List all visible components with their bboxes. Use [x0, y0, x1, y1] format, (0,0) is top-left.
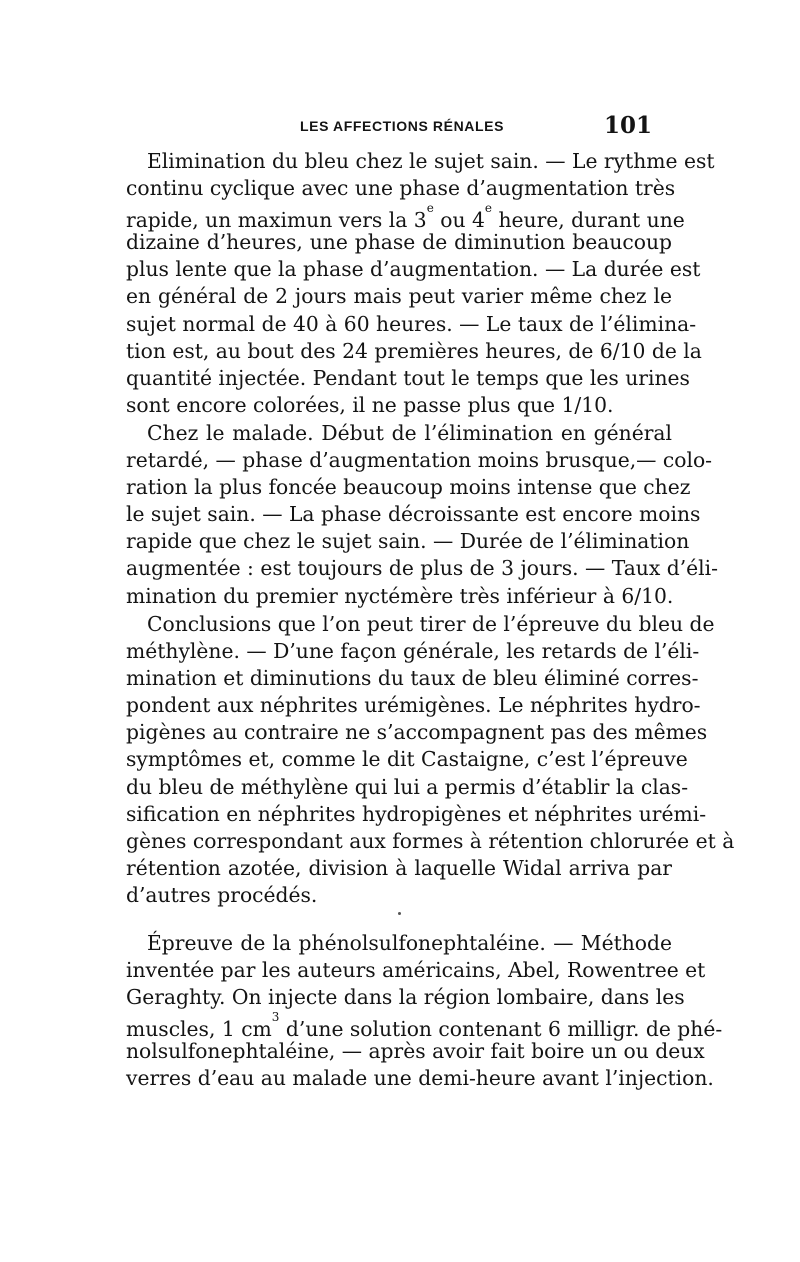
text-line: d’autres procédés.: [126, 882, 318, 907]
text-line: en général de 2 jours mais peut varier même chez le: [126, 284, 672, 309]
text-line: Elimination du bleu chez le sujet sain. — Le rythme est: [147, 149, 715, 173]
text-line: le sujet sain. — La phase décroissante est encore moins: [126, 502, 701, 527]
text-line: gènes correspondant aux formes à rétention chlorurée et à: [126, 828, 735, 853]
text-line: retardé, — phase d’augmentation moins brusque,— colo-: [126, 448, 713, 473]
text-line: mination et diminutions du taux de bleu éliminé corres-: [126, 666, 699, 691]
cubic-superscript: 3: [271, 1010, 280, 1025]
text-line: symptômes et, comme le dit Castaigne, c’est l’épreuve: [126, 747, 688, 772]
text-line: muscles, 1 $cm^3$ d’une solution contenant 6 milligr. de phé-: [126, 1010, 723, 1042]
text-line: du bleu de méthylène qui lui a permis d’établir la clas-: [126, 774, 689, 799]
text-line: méthylène. — D’une façon générale, les retards de l’éli-: [126, 639, 700, 664]
text-line: augmentée : est toujours de plus de 3 jours. — Taux d’éli-: [126, 556, 718, 581]
text-line: rapide, un maximun vers la 3e ou 4e heure, durant une: [126, 201, 685, 232]
page-number: 101: [603, 112, 652, 139]
running-header: [132, 112, 652, 142]
text-line: pigènes au contraire ne s’accompagnent pas des mêmes: [126, 720, 708, 745]
print-speck: [398, 912, 401, 915]
text-line: ration la plus foncée beaucoup moins intense que chez: [126, 475, 691, 500]
text-line: verres d’eau au malade une demi-heure avant l’injection.: [126, 1066, 714, 1091]
text-line: Épreuve de la phénolsulfonephtaléine. — Méthode: [147, 931, 672, 955]
paragraph-patient: [126, 420, 718, 610]
ordinal-superscript: e: [426, 201, 434, 216]
text-line: Conclusions que l’on peut tirer de l’épreuve du bleu de: [147, 612, 715, 636]
text-line: rétention azotée, division à laquelle Widal arriva par: [126, 855, 672, 880]
ordinal-superscript: e: [484, 201, 492, 216]
text-line: plus lente que la phase d’augmentation. — La durée est: [126, 257, 701, 282]
text-line: inventée par les auteurs américains, Abel, Rowentree et: [126, 958, 706, 983]
paragraph-phenolsulfonephthalein: [126, 930, 723, 1093]
text-line: nolsulfonephtaléine, — après avoir fait boire un ou deux: [126, 1039, 705, 1064]
text-line: tion est, au bout des 24 premières heures, de 6/10 de la: [126, 338, 702, 363]
text-line: sont encore colorées, il ne passe plus que 1/10.: [126, 392, 614, 417]
paragraph-blue-elimination-healthy: [126, 148, 715, 419]
text-line: pondent aux néphrites urémigènes. Le néphrites hydro-: [126, 693, 701, 718]
text-line: continu cyclique avec une phase d’augmentation très: [126, 176, 676, 201]
text-line: sification en néphrites hydropigènes et néphrites urémi-: [126, 801, 707, 826]
text-line: Chez le malade. Début de l’élimination en général: [147, 421, 672, 445]
text-line: rapide que chez le sujet sain. — Durée de l’élimination: [126, 529, 690, 554]
paragraph-conclusions: [126, 611, 735, 909]
text-line: Geraghty. On injecte dans la région lombaire, dans les: [126, 985, 685, 1010]
running-title: LES AFFECTIONS RÉNALES: [300, 118, 505, 134]
text-line: mination du premier nyctémère très inférieur à 6/10.: [126, 583, 674, 608]
text-line: sujet normal de 40 à 60 heures. — Le taux de l’élimina-: [126, 311, 697, 336]
text-line: dizaine d’heures, une phase de diminution beaucoup: [126, 230, 672, 255]
text-line: quantité injectée. Pendant tout le temps que les urines: [126, 365, 690, 390]
